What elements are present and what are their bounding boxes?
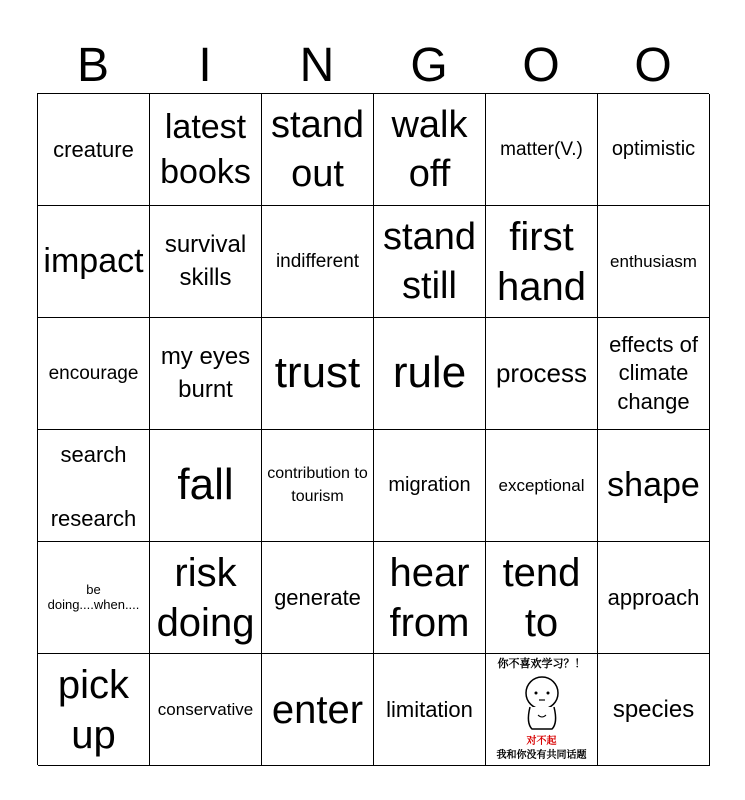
meme-top-text: 你不喜欢学习？！ [497,658,586,670]
bingo-cell[interactable]: enthusiasm [598,206,710,318]
crying-face-icon [514,673,570,733]
bingo-cell[interactable]: matter(V.) [486,94,598,206]
bingo-cell[interactable]: limitation [374,654,486,766]
bingo-cell[interactable]: stand out [262,94,374,206]
bingo-cell[interactable]: tend to [486,542,598,654]
header-letter: G [410,39,448,92]
bingo-cell[interactable]: conservative [150,654,262,766]
bingo-cell[interactable]: optimistic [598,94,710,206]
header-letter: I [198,39,212,92]
bingo-cell[interactable]: stand still [374,206,486,318]
bingo-grid [37,93,709,765]
bingo-cell[interactable]: enter [262,654,374,766]
bingo-cell[interactable]: shape [598,430,710,542]
bingo-cell[interactable]: exceptional [486,430,598,542]
research-word: research [50,505,137,531]
bingo-cell[interactable]: impact [38,206,150,318]
bingo-cell[interactable]: rule [374,318,486,430]
free-space-meme[interactable] [486,654,598,766]
bingo-cell[interactable]: fall [150,430,262,542]
bingo-cell[interactable]: my eyes burnt [150,318,262,430]
bingo-cell[interactable]: risk doing [150,542,262,654]
bingo-cell[interactable]: pick up [38,654,150,766]
bingo-cell[interactable]: encourage [38,318,150,430]
bingo-cell[interactable]: trust [262,318,374,430]
bingo-cell[interactable]: first hand [486,206,598,318]
bingo-cell[interactable]: species [598,654,710,766]
bingo-cell[interactable]: effects of climate change [598,318,710,430]
meme-bottom-text: 我和你没有共同话题 [496,749,587,761]
bingo-cell[interactable]: be doing....when.... [38,542,150,654]
bingo-cell[interactable]: contribution to tourism [262,430,374,542]
bingo-header [37,38,709,94]
bingo-cell[interactable]: latest books [150,94,262,206]
meme-middle-text: 对不起 [526,735,557,747]
bingo-cell[interactable]: approach [598,542,710,654]
bingo-cell[interactable]: creature [38,94,150,206]
bingo-cell[interactable] [38,430,150,542]
bingo-cell[interactable]: process [486,318,598,430]
bingo-cell[interactable]: survival skills [150,206,262,318]
bingo-cell[interactable]: migration [374,430,486,542]
bingo-cell[interactable]: walk off [374,94,486,206]
bingo-cell[interactable]: generate [262,542,374,654]
bingo-cell[interactable]: indifferent [262,206,374,318]
header-letter: B [76,39,109,92]
header-letter: O [522,39,560,92]
search-word: search [60,442,127,467]
header-letter: O [634,39,672,92]
bingo-cell[interactable]: hear from [374,542,486,654]
header-letter: N [299,39,335,92]
